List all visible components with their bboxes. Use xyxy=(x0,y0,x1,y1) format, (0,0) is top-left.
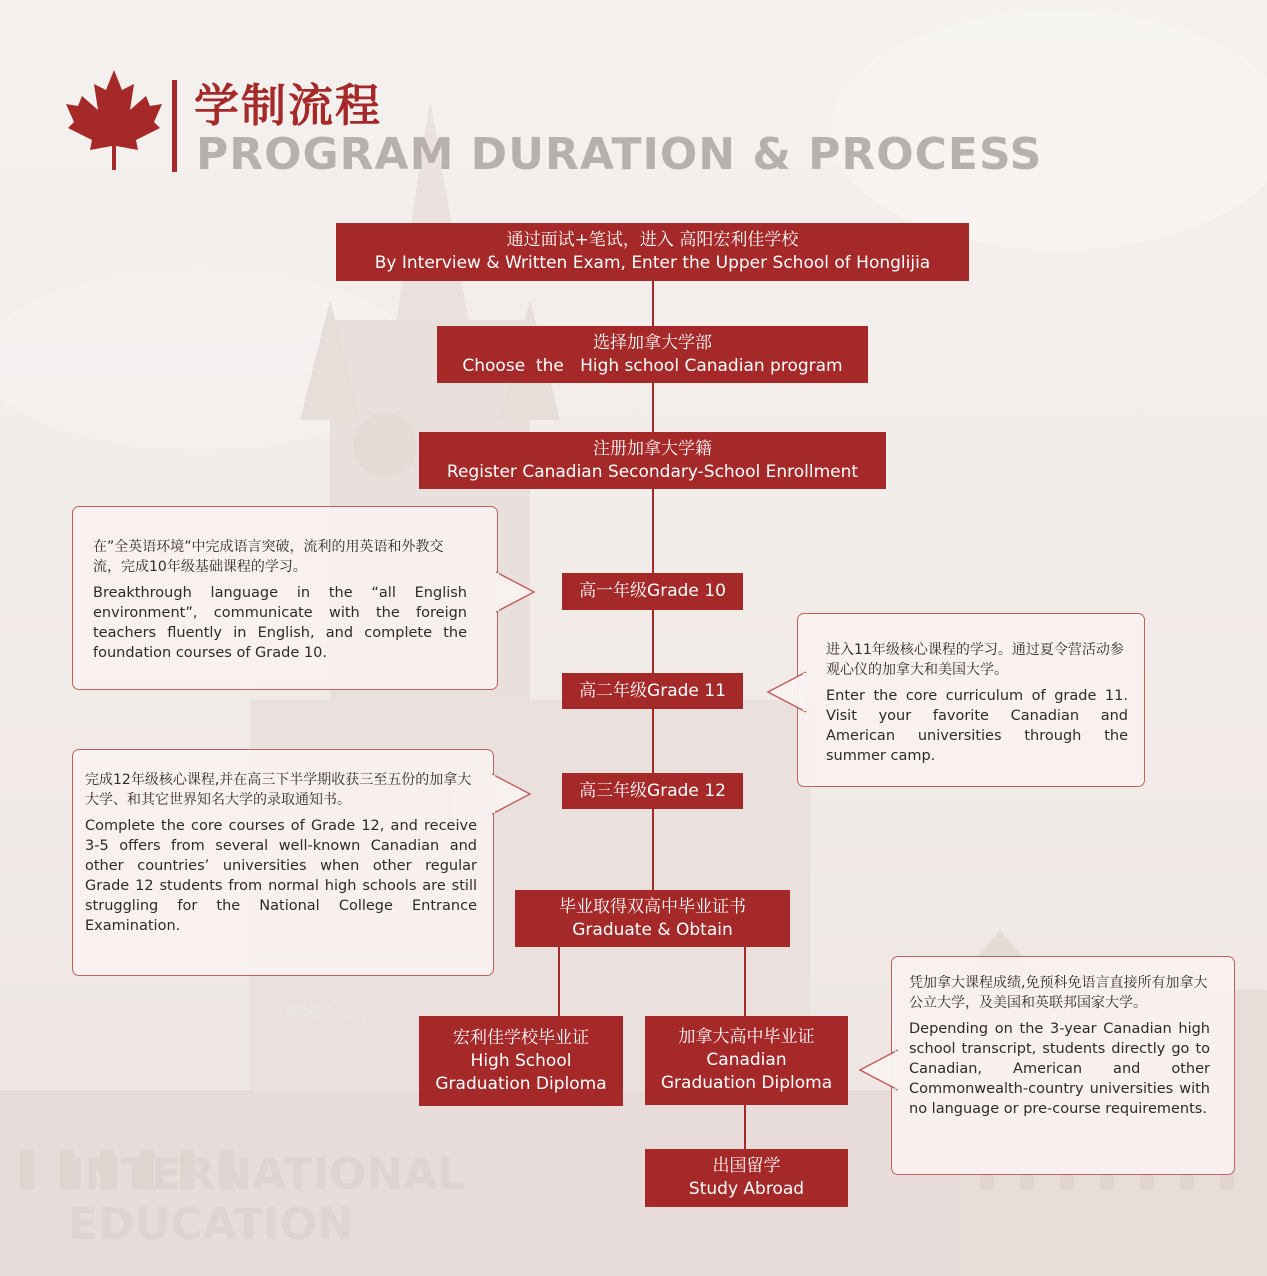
diploma-ca-en2: Graduation Diploma xyxy=(660,1073,833,1093)
callout-canadian-pointer xyxy=(858,1048,898,1092)
step-interview-box xyxy=(336,223,969,281)
diploma-ca-zh: 加拿大高中毕业证 xyxy=(678,1027,815,1047)
watermark-international: INTERNATIONAL xyxy=(68,1149,466,1200)
maple-leaf-icon xyxy=(66,70,162,170)
callout-grade-10 xyxy=(72,506,498,690)
graduate-zh: 毕业取得双高中毕业证书 xyxy=(559,896,746,917)
diploma-hs-en2: Graduation Diploma xyxy=(435,1073,607,1094)
callout-grade-12-pointer xyxy=(492,772,532,816)
header-divider xyxy=(172,80,177,172)
step-choose-en: Choose the High school Canadian program xyxy=(462,355,843,376)
step-choose-box xyxy=(437,326,868,383)
grade-12-label: 高三年级Grade 12 xyxy=(579,780,726,801)
step-interview-zh: 通过面试+笔试，进入 高阳宏利佳学校 xyxy=(506,230,799,250)
placeholder-text: 请输入文字 xyxy=(284,1002,374,1023)
step-register-zh: 注册加拿大学籍 xyxy=(593,438,712,459)
callout-grade-11-pointer xyxy=(766,670,806,714)
graduate-en: Graduate & Obtain xyxy=(572,919,733,940)
step-interview-en: By Interview & Written Exam, Enter the Upper School of Honglijia xyxy=(374,253,931,273)
study-abroad-box xyxy=(645,1149,848,1207)
graduate-box xyxy=(515,890,790,947)
diploma-hs-box xyxy=(419,1016,623,1106)
connector-to-abroad xyxy=(744,1104,746,1150)
grade-10-label: 高一年级Grade 10 xyxy=(579,581,726,601)
step-register-en: Register Canadian Secondary-School Enrollment xyxy=(446,461,859,482)
callout-grade-10-zh: 在”全英语环境”中完成语言突破，流利的用英语和外教交流，完成10年级基础课程的学习。 xyxy=(93,539,444,575)
callout-canadian-diploma xyxy=(891,956,1235,1175)
connector-right-branch xyxy=(744,946,746,1016)
grade-10-box xyxy=(562,573,743,610)
page-title-zh: 学制流程 xyxy=(194,79,383,132)
connector-left-branch xyxy=(558,946,560,1016)
step-register-box xyxy=(419,432,886,489)
callout-grade-11-zh: 进入11年级核心课程的学习。通过夏令营活动参观心仪的加拿大和美国大学。 xyxy=(826,642,1124,678)
watermark-education: EDUCATION xyxy=(68,1199,354,1250)
callout-grade-12-zh: 完成12年级核心课程,并在高三下半学期收获三至五份的加拿大大学、和其它世界知名大学的录取通知书。 xyxy=(85,772,472,808)
callout-grade-11 xyxy=(797,613,1145,787)
callout-grade-10-pointer xyxy=(496,570,536,614)
diploma-ca-box xyxy=(645,1016,848,1105)
callout-grade-11-en: Enter the core curriculum of grade 11. Visit your favorite Canadian and American universities through the summer camp. xyxy=(826,688,1128,764)
page-title-en: PROGRAM DURATION & PROCESS xyxy=(196,129,1043,180)
diploma-ca-en1: Canadian xyxy=(706,1050,787,1070)
callout-grade-12 xyxy=(72,749,494,976)
grade-12-box xyxy=(562,773,743,809)
study-abroad-en: Study Abroad xyxy=(688,1179,805,1199)
callout-canadian-en: Depending on the 3-year Canadian high school transcript, students directly go to Canadian, American and other Commonwealth-country universities with no language or pre-course requirements. xyxy=(909,1021,1210,1117)
diploma-hs-zh: 宏利佳学校毕业证 xyxy=(453,1027,589,1048)
diploma-hs-en1: High School xyxy=(470,1050,572,1071)
callout-grade-12-en: Complete the core courses of Grade 12, and receive 3-5 offers from several well-known Canadian and other countries’ universities when other regular Grade 12 students from normal high schools are still struggling for the National College Entrance Examination. xyxy=(85,818,477,934)
grade-11-label: 高二年级Grade 11 xyxy=(579,680,726,701)
study-abroad-zh: 出国留学 xyxy=(712,1156,781,1176)
step-choose-zh: 选择加拿大学部 xyxy=(593,332,712,353)
grade-11-box xyxy=(562,673,743,709)
callout-grade-10-en: Breakthrough language in the “all English environment”, communicate with the foreign teachers fluently in English, and complete the foundation courses of Grade 10. xyxy=(93,585,467,661)
callout-canadian-zh: 凭加拿大课程成绩,免预科免语言直接所有加拿大公立大学，及美国和英联邦国家大学。 xyxy=(909,975,1208,1011)
